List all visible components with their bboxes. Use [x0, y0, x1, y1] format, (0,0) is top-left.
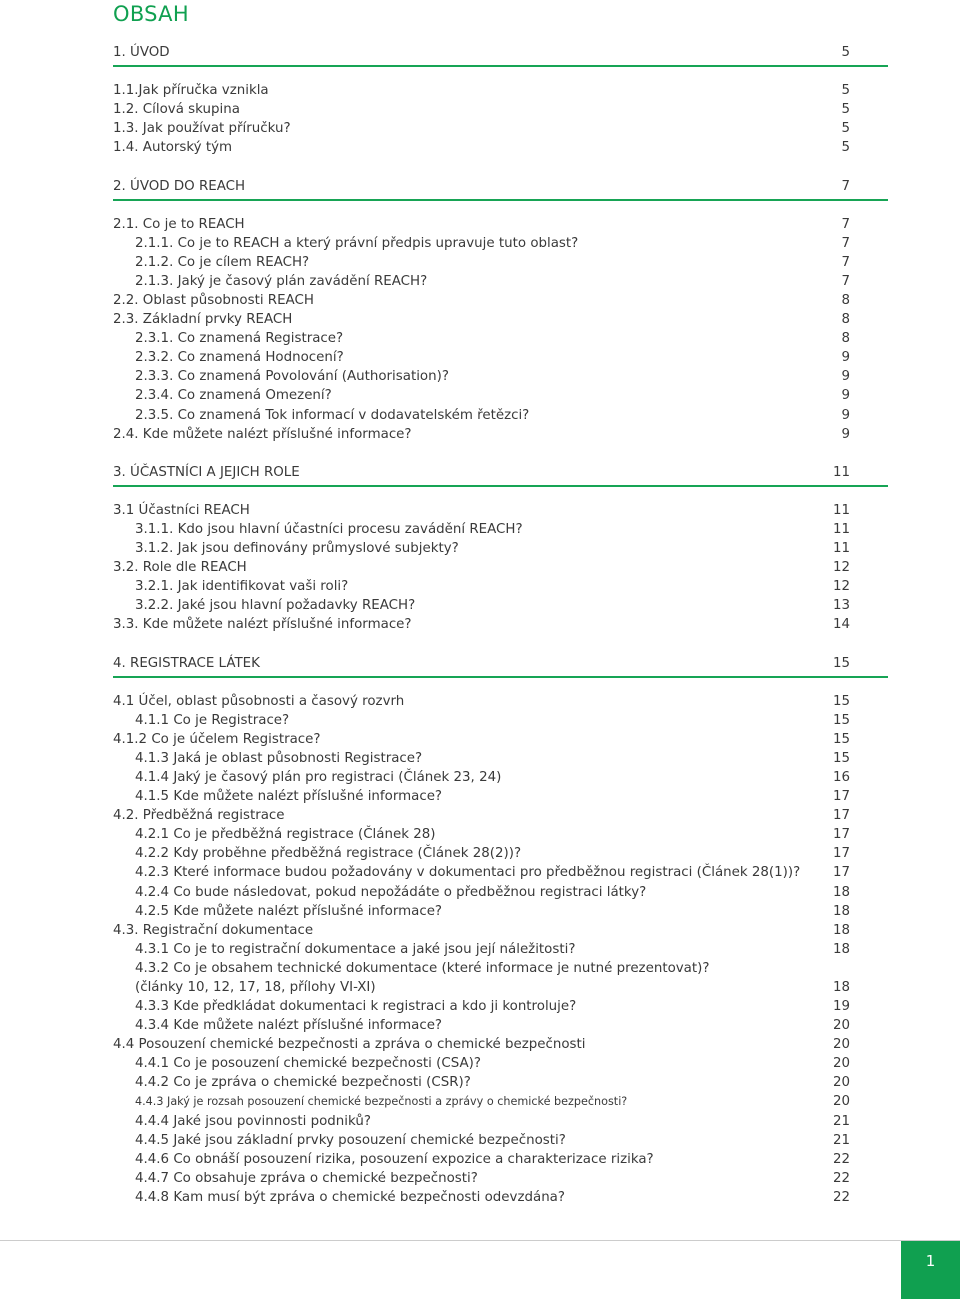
toc-entry-title: 2.3.3. Co znamená Povolování (Authorisation)?	[135, 369, 449, 385]
toc-entry-title: 3.2.1. Jak identifikovat vaši roli?	[135, 579, 349, 595]
toc-entry-title: 3.1.2. Jak jsou definovány průmyslové subjekty?	[135, 541, 459, 557]
toc-chapter	[0, 177, 960, 197]
toc-entry-title: 4.4.8 Kam musí být zpráva o chemické bezpečnosti odevzdána?	[135, 1189, 565, 1205]
toc-entry	[0, 310, 960, 330]
toc-entry-page: 20	[832, 1075, 850, 1091]
toc-chapter	[0, 43, 960, 63]
toc-entry-page: 9	[841, 388, 850, 404]
toc-entry	[0, 520, 960, 540]
toc-entry	[0, 1073, 960, 1093]
toc-entry-title: 4.1.3 Jaká je oblast působnosti Registrace?	[135, 751, 423, 766]
toc-entry	[0, 119, 960, 139]
toc-entry-page: 20	[832, 1018, 850, 1034]
toc-entry-title: 2.3.4. Co znamená Omezení?	[135, 388, 332, 404]
toc-entry	[0, 940, 960, 960]
toc-entry	[0, 100, 960, 120]
toc-entry	[0, 921, 960, 941]
toc-entry-page: 9	[841, 426, 850, 442]
toc-entry	[0, 806, 960, 826]
toc-entry-page: 12	[832, 579, 850, 595]
toc-entry-page: 16	[832, 770, 850, 785]
toc-entry-title: 4.1 Účel, oblast působnosti a časový rozvrh	[113, 693, 405, 709]
toc-entry-title: 2.1.2. Co je cílem REACH?	[135, 254, 310, 270]
toc-entry-page: 17	[832, 865, 850, 881]
toc-entry-title: 4.3. Registrační dokumentace	[113, 922, 314, 938]
toc-entry	[0, 1169, 960, 1189]
toc-entry-page: 18	[832, 979, 850, 995]
page-number: 1	[925, 1252, 936, 1270]
toc-entry-title: 4.2.5 Kde můžete nalézt příslušné informace?	[135, 903, 443, 919]
toc-entry	[0, 558, 960, 578]
toc-entry-title: 4.4 Posouzení chemické bezpečnosti a zpráva o chemické bezpečnosti	[113, 1037, 586, 1053]
toc-entry	[0, 81, 960, 101]
toc-entry-title: 3.3. Kde můžete nalézt příslušné informace?	[113, 617, 412, 633]
toc-entry	[0, 348, 960, 368]
toc-entry-title: 2.3.1. Co znamená Registrace?	[135, 331, 344, 347]
toc-entry	[0, 577, 960, 597]
toc-entry	[0, 1112, 960, 1132]
toc-entry	[0, 501, 960, 521]
toc-entry	[0, 386, 960, 406]
toc-entry-page: 8	[841, 293, 850, 308]
toc-entry-title: 4.4.1 Co je posouzení chemické bezpečnosti (CSA)?	[135, 1056, 481, 1072]
toc-entry-page: 15	[832, 751, 850, 766]
toc-entry-page: 15	[832, 712, 850, 728]
toc-entry-page: 19	[832, 999, 850, 1014]
toc-entry-page: 9	[841, 407, 850, 423]
toc-entry-title: 2.1.3. Jaký je časový plán zavádění REACH?	[135, 274, 428, 289]
toc-entry-title: 3.2. Role dle REACH	[113, 560, 247, 576]
toc-entry-title: 4.2. Předběžná registrace	[113, 808, 285, 824]
toc-entry-title: 1.4. Autorský tým	[113, 140, 233, 156]
page-number-badge	[901, 1241, 960, 1299]
toc-entry-page: 22	[832, 1170, 850, 1186]
toc-entry-page: 7	[841, 254, 850, 270]
toc-entry	[0, 787, 960, 807]
toc-entry-title: 4.3.1 Co je to registrační dokumentace a jaké jsou její náležitosti?	[135, 941, 576, 957]
toc-entry	[0, 367, 960, 387]
toc-entry-page: 21	[832, 1132, 850, 1148]
toc-entry-page: 7	[841, 235, 850, 251]
toc-entry-page: 18	[832, 903, 850, 919]
toc-entry-page: 5	[841, 83, 850, 99]
toc-entry-page: 18	[832, 922, 850, 938]
toc-entry-title: 4.4.4 Jaké jsou povinnosti podniků?	[135, 1113, 371, 1129]
toc-entry-title: 3.2.2. Jaké jsou hlavní požadavky REACH?	[135, 598, 416, 614]
toc-entry	[0, 215, 960, 235]
toc-entry	[0, 978, 960, 998]
toc-entry	[0, 425, 960, 445]
toc-entry-title: 4.4.3 Jaký je rozsah posouzení chemické bezpečnosti a zprávy o chemické bezpečnosti?	[135, 1095, 628, 1109]
toc-entry-title: 1. ÚVOD	[113, 45, 170, 60]
toc-entry-title: 4.1.2 Co je účelem Registrace?	[113, 731, 321, 747]
toc-entry-title: 2. ÚVOD DO REACH	[113, 178, 246, 194]
toc-entry	[0, 768, 960, 788]
footer-divider	[0, 1240, 960, 1241]
toc-entry	[0, 406, 960, 426]
toc-entry	[0, 234, 960, 254]
toc-entry	[0, 959, 960, 979]
toc-entry-page: 14	[832, 617, 850, 633]
toc-entry-title: 4.3.2 Co je obsahem technické dokumentace (které informace je nutné prezentovat)?	[135, 960, 710, 976]
toc-entry-page: 20	[832, 1094, 850, 1110]
toc-entry-page: 8	[841, 331, 850, 347]
toc-entry-page: 11	[832, 522, 850, 537]
toc-entry-title: 1.3. Jak používat příručku?	[113, 121, 291, 137]
toc-entry	[0, 615, 960, 635]
toc-entry-page: 9	[841, 350, 850, 366]
toc-entry-title: 4. REGISTRACE LÁTEK	[113, 655, 260, 671]
toc-entry	[0, 711, 960, 731]
toc-entry-page: 15	[832, 731, 850, 747]
toc-entry	[0, 1131, 960, 1151]
toc-entry-title: 1.2. Cílová skupina	[113, 102, 240, 118]
toc-entry	[0, 825, 960, 845]
toc-entry-title: 4.1.4 Jaký je časový plán pro registraci (Článek 23, 24)	[135, 770, 502, 785]
toc-entry-title: (články 10, 12, 17, 18, přílohy VI-XI)	[135, 979, 376, 995]
toc-entry-page: 5	[841, 121, 850, 137]
toc-entry	[0, 253, 960, 273]
toc-entry	[0, 329, 960, 349]
toc-entry	[0, 138, 960, 158]
toc-entry	[0, 863, 960, 883]
toc-entry-page: 5	[841, 102, 850, 118]
toc-entry-title: 2.3.2. Co znamená Hodnocení?	[135, 350, 344, 366]
toc-entry	[0, 692, 960, 712]
toc-entry-page: 5	[841, 45, 850, 60]
toc-entry	[0, 749, 960, 769]
toc-entry-page: 17	[832, 789, 850, 805]
toc-entry-page: 7	[841, 216, 850, 232]
toc-entry-title: 4.1.5 Kde můžete nalézt příslušné informace?	[135, 789, 443, 805]
toc-entry	[0, 272, 960, 292]
toc-entry	[0, 902, 960, 922]
toc-entry-page: 20	[832, 1056, 850, 1072]
toc-entry-page: 7	[841, 178, 850, 194]
toc-entry-title: 2.3.5. Co znamená Tok informací v dodavatelském řetězci?	[135, 407, 530, 423]
toc-entry-title: 2.3. Základní prvky REACH	[113, 312, 293, 328]
toc-entry	[0, 844, 960, 864]
toc-entry-title: 4.1.1 Co je Registrace?	[135, 712, 290, 728]
toc-entry-title: 4.4.2 Co je zpráva o chemické bezpečnosti (CSR)?	[135, 1075, 471, 1091]
toc-entry-title: 4.4.6 Co obnáší posouzení rizika, posouzení expozice a charakterizace rizika?	[135, 1151, 654, 1167]
toc-entry-page: 18	[832, 884, 850, 900]
toc-entry-page: 17	[832, 827, 850, 843]
toc-entry	[0, 596, 960, 616]
toc-entry-page: 17	[832, 846, 850, 862]
toc-entry-page: 12	[832, 560, 850, 576]
toc-entry	[0, 291, 960, 311]
toc-entry-page: 15	[832, 655, 850, 671]
toc-entry-title: 4.4.5 Jaké jsou základní prvky posouzení chemické bezpečnosti?	[135, 1132, 566, 1148]
toc-entry-title: 1.1.Jak příručka vznikla	[113, 83, 269, 99]
toc-entry-title: 4.2.4 Co bude následovat, pokud nepožádáte o předběžnou registraci látky?	[135, 884, 647, 900]
toc-entry-page: 21	[832, 1113, 850, 1129]
toc-entry-title: 4.2.2 Kdy proběhne předběžná registrace (Článek 28(2))?	[135, 846, 522, 862]
toc-entry	[0, 1016, 960, 1036]
page-title: OBSAH	[113, 2, 189, 26]
toc-entry-page: 20	[832, 1037, 850, 1053]
toc-entry	[0, 539, 960, 559]
toc-entry-page: 5	[841, 140, 850, 156]
toc-entry-page: 18	[832, 941, 850, 957]
toc-entry	[0, 1054, 960, 1074]
toc-entry-page: 15	[832, 693, 850, 709]
toc-entry-title: 3. ÚČASTNÍCI A JEJICH ROLE	[113, 464, 300, 480]
toc-entry-title: 4.3.3 Kde předkládat dokumentaci k registraci a kdo ji kontroluje?	[135, 999, 577, 1014]
toc-entry-title: 4.2.3 Které informace budou požadovány v dokumentaci pro předběžnou registraci (Článek 28(1))?	[135, 865, 801, 881]
toc-entry-page: 11	[832, 541, 850, 557]
toc-chapter	[0, 463, 960, 483]
toc-entry-page: 11	[832, 502, 850, 518]
toc-entry	[0, 1150, 960, 1170]
toc-entry-page: 22	[832, 1151, 850, 1167]
toc-entry-page: 8	[841, 312, 850, 328]
toc-entry-page: 13	[832, 598, 850, 614]
toc-entry-title: 2.4. Kde můžete nalézt příslušné informace?	[113, 426, 412, 442]
toc-entry-title: 4.2.1 Co je předběžná registrace (Článek 28)	[135, 827, 436, 843]
toc-entry-page: 17	[832, 808, 850, 824]
toc-entry	[0, 1035, 960, 1055]
toc-entry-title: 3.1.1. Kdo jsou hlavní účastníci procesu zavádění REACH?	[135, 522, 523, 537]
toc-entry	[0, 997, 960, 1017]
toc-entry	[0, 1092, 960, 1112]
toc-entry-title: 2.1. Co je to REACH	[113, 216, 245, 232]
toc-entry-title: 3.1 Účastníci REACH	[113, 502, 250, 518]
toc-entry	[0, 883, 960, 903]
toc-entry	[0, 730, 960, 750]
toc-entry-title: 4.3.4 Kde můžete nalézt příslušné informace?	[135, 1018, 443, 1034]
toc-entry-page: 9	[841, 369, 850, 385]
toc-entry-title: 2.2. Oblast působnosti REACH	[113, 293, 314, 308]
toc-entry-page: 11	[832, 464, 850, 480]
toc-entry-title: 4.4.7 Co obsahuje zpráva o chemické bezpečnosti?	[135, 1170, 478, 1186]
toc-entry-page: 7	[841, 274, 850, 289]
toc-chapter	[0, 654, 960, 674]
toc-entry	[0, 1188, 960, 1208]
toc-entry-title: 2.1.1. Co je to REACH a který právní předpis upravuje tuto oblast?	[135, 235, 579, 251]
toc-entry-page: 22	[832, 1189, 850, 1205]
